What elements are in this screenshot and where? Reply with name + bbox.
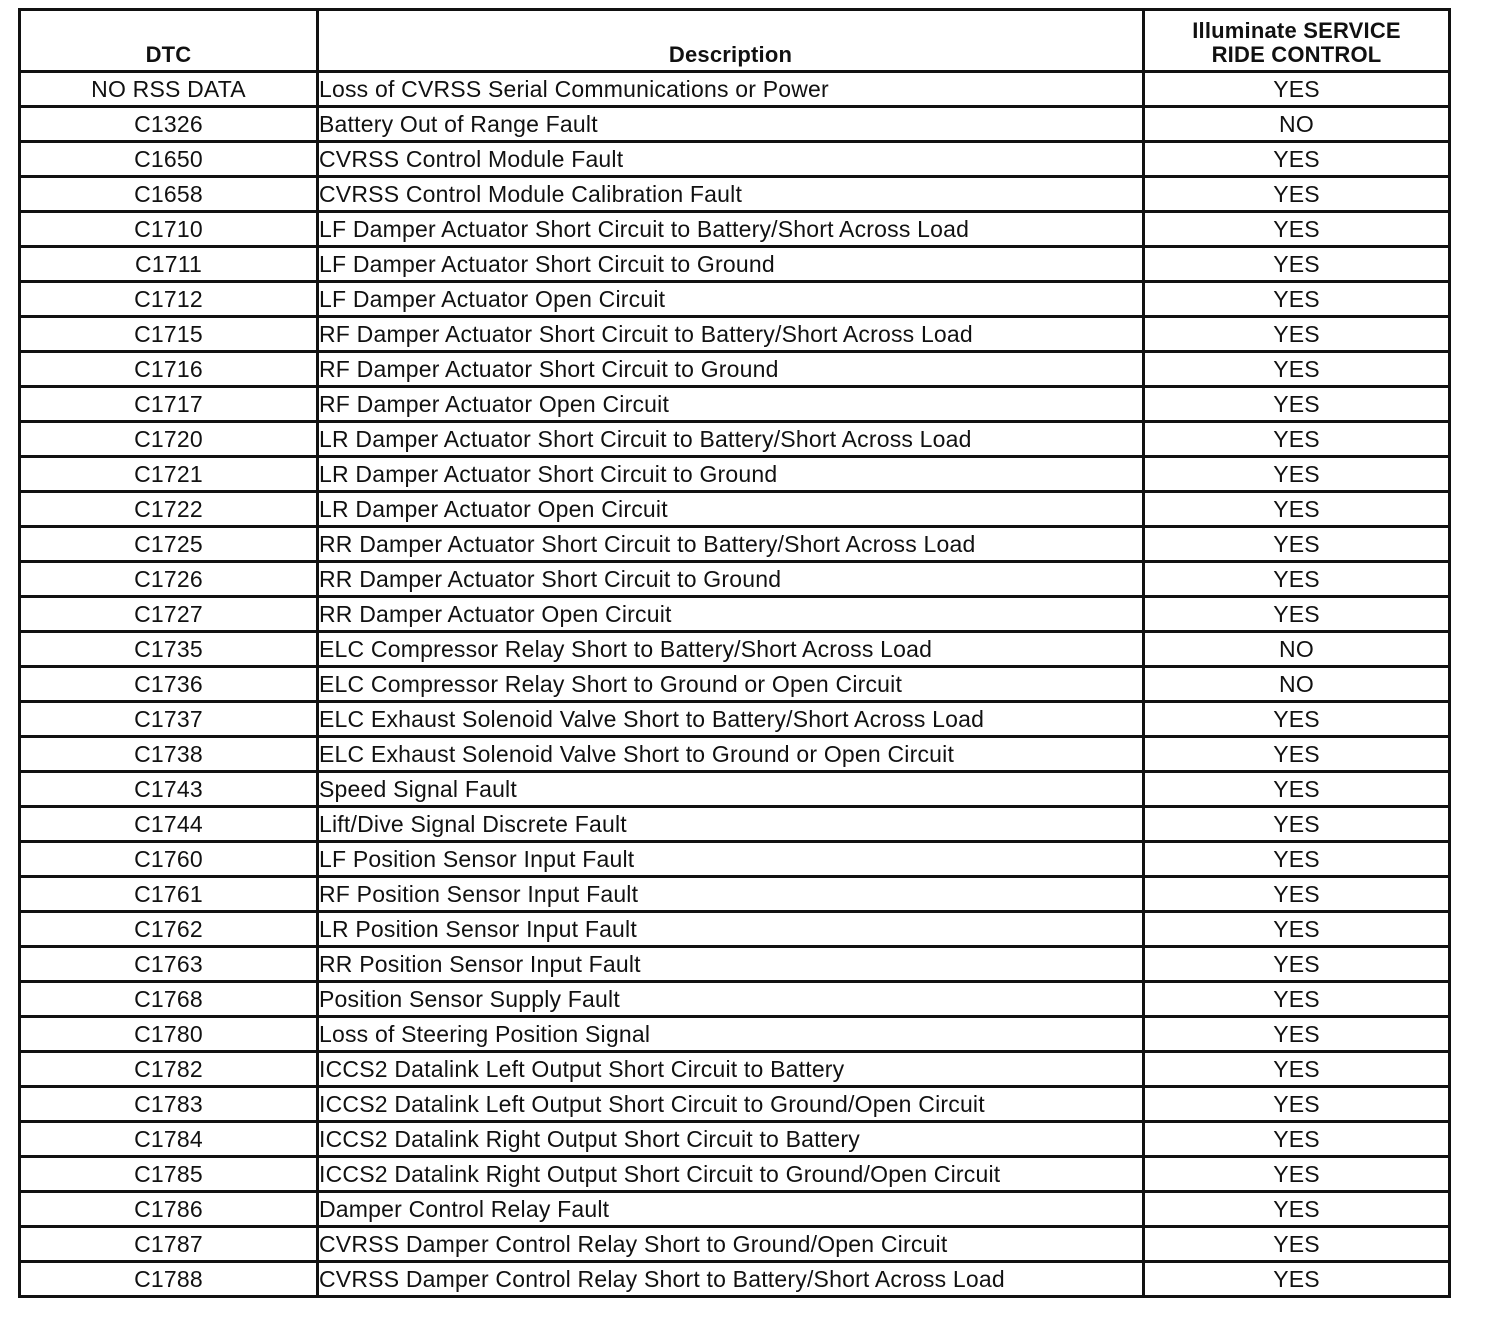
dtc-code-cell: C1716 [20, 352, 318, 387]
description-cell: Speed Signal Fault [318, 772, 1144, 807]
description-cell: LR Position Sensor Input Fault [318, 912, 1144, 947]
description-cell: ELC Exhaust Solenoid Valve Short to Ground or Open Circuit [318, 737, 1144, 772]
header-illuminate-line2: RIDE CONTROL [1211, 42, 1382, 67]
description-cell: LF Damper Actuator Short Circuit to Ground [318, 247, 1144, 282]
description-cell: LF Damper Actuator Short Circuit to Battery/Short Across Load [318, 212, 1144, 247]
description-cell: ICCS2 Datalink Left Output Short Circuit to Battery [318, 1052, 1144, 1087]
description-cell: LF Position Sensor Input Fault [318, 842, 1144, 877]
dtc-code-cell: C1768 [20, 982, 318, 1017]
table-row [20, 912, 1450, 947]
illuminate-cell: YES [1144, 247, 1450, 282]
table-row [20, 772, 1450, 807]
dtc-code-cell: C1326 [20, 107, 318, 142]
dtc-code-cell: C1720 [20, 422, 318, 457]
table-row [20, 1017, 1450, 1052]
table-row [20, 1087, 1450, 1122]
dtc-code-cell: C1780 [20, 1017, 318, 1052]
description-cell: Damper Control Relay Fault [318, 1192, 1144, 1227]
table-row [20, 1122, 1450, 1157]
illuminate-cell: YES [1144, 1157, 1450, 1192]
dtc-code-cell: C1727 [20, 597, 318, 632]
table-row [20, 387, 1450, 422]
table-row [20, 72, 1450, 107]
illuminate-cell: YES [1144, 352, 1450, 387]
table-row [20, 807, 1450, 842]
description-cell: RF Damper Actuator Short Circuit to Ground [318, 352, 1144, 387]
illuminate-cell: YES [1144, 772, 1450, 807]
illuminate-cell: NO [1144, 632, 1450, 667]
dtc-code-cell: C1650 [20, 142, 318, 177]
dtc-code-cell: C1783 [20, 1087, 318, 1122]
dtc-code-cell: C1760 [20, 842, 318, 877]
dtc-code-cell: C1722 [20, 492, 318, 527]
table-row [20, 1052, 1450, 1087]
dtc-code-cell: NO RSS DATA [20, 72, 318, 107]
illuminate-cell: YES [1144, 492, 1450, 527]
description-cell: LR Damper Actuator Short Circuit to Ground [318, 457, 1144, 492]
table-row [20, 457, 1450, 492]
header-description: Description [318, 10, 1144, 72]
description-cell: RR Damper Actuator Short Circuit to Ground [318, 562, 1144, 597]
description-cell: ICCS2 Datalink Left Output Short Circuit to Ground/Open Circuit [318, 1087, 1144, 1122]
description-cell: ELC Compressor Relay Short to Battery/Short Across Load [318, 632, 1144, 667]
table-row [20, 212, 1450, 247]
dtc-code-cell: C1787 [20, 1227, 318, 1262]
description-cell: CVRSS Control Module Fault [318, 142, 1144, 177]
illuminate-cell: YES [1144, 387, 1450, 422]
illuminate-cell: YES [1144, 982, 1450, 1017]
dtc-table-container [18, 8, 1448, 1298]
dtc-code-cell: C1717 [20, 387, 318, 422]
dtc-code-cell: C1782 [20, 1052, 318, 1087]
description-cell: CVRSS Damper Control Relay Short to Ground/Open Circuit [318, 1227, 1144, 1262]
table-row [20, 702, 1450, 737]
dtc-code-cell: C1711 [20, 247, 318, 282]
description-cell: CVRSS Damper Control Relay Short to Battery/Short Across Load [318, 1262, 1144, 1297]
table-row [20, 492, 1450, 527]
description-cell: Loss of CVRSS Serial Communications or Power [318, 72, 1144, 107]
description-cell: RR Damper Actuator Short Circuit to Battery/Short Across Load [318, 527, 1144, 562]
illuminate-cell: YES [1144, 142, 1450, 177]
dtc-code-cell: C1744 [20, 807, 318, 842]
table-row [20, 982, 1450, 1017]
dtc-code-cell: C1715 [20, 317, 318, 352]
table-header-row [20, 10, 1450, 72]
header-illuminate [1144, 10, 1450, 72]
description-cell: RF Damper Actuator Open Circuit [318, 387, 1144, 422]
illuminate-cell: YES [1144, 212, 1450, 247]
illuminate-cell: YES [1144, 1192, 1450, 1227]
description-cell: ICCS2 Datalink Right Output Short Circuit to Ground/Open Circuit [318, 1157, 1144, 1192]
description-cell: LR Damper Actuator Open Circuit [318, 492, 1144, 527]
illuminate-cell: YES [1144, 1052, 1450, 1087]
dtc-code-cell: C1725 [20, 527, 318, 562]
illuminate-cell: YES [1144, 562, 1450, 597]
description-cell: Battery Out of Range Fault [318, 107, 1144, 142]
description-cell: RF Position Sensor Input Fault [318, 877, 1144, 912]
dtc-code-cell: C1762 [20, 912, 318, 947]
dtc-code-cell: C1721 [20, 457, 318, 492]
dtc-code-cell: C1735 [20, 632, 318, 667]
dtc-code-cell: C1763 [20, 947, 318, 982]
illuminate-cell: YES [1144, 282, 1450, 317]
illuminate-cell: NO [1144, 667, 1450, 702]
illuminate-cell: YES [1144, 842, 1450, 877]
illuminate-cell: YES [1144, 422, 1450, 457]
illuminate-cell: YES [1144, 72, 1450, 107]
table-row [20, 352, 1450, 387]
header-dtc: DTC [20, 10, 318, 72]
description-cell: Position Sensor Supply Fault [318, 982, 1144, 1017]
dtc-code-cell: C1712 [20, 282, 318, 317]
dtc-code-cell: C1726 [20, 562, 318, 597]
dtc-code-cell: C1736 [20, 667, 318, 702]
description-cell: Loss of Steering Position Signal [318, 1017, 1144, 1052]
illuminate-cell: YES [1144, 597, 1450, 632]
table-row [20, 877, 1450, 912]
dtc-code-cell: C1743 [20, 772, 318, 807]
illuminate-cell: YES [1144, 317, 1450, 352]
dtc-code-cell: C1737 [20, 702, 318, 737]
illuminate-cell: YES [1144, 947, 1450, 982]
illuminate-cell: YES [1144, 457, 1450, 492]
dtc-table [18, 8, 1451, 1298]
illuminate-cell: YES [1144, 877, 1450, 912]
table-row [20, 737, 1450, 772]
dtc-code-cell: C1788 [20, 1262, 318, 1297]
table-row [20, 1157, 1450, 1192]
illuminate-cell: YES [1144, 737, 1450, 772]
illuminate-cell: YES [1144, 1087, 1450, 1122]
description-cell: RF Damper Actuator Short Circuit to Battery/Short Across Load [318, 317, 1144, 352]
table-row [20, 1262, 1450, 1297]
table-row [20, 282, 1450, 317]
table-row [20, 142, 1450, 177]
description-cell: RR Damper Actuator Open Circuit [318, 597, 1144, 632]
table-row [20, 177, 1450, 212]
illuminate-cell: YES [1144, 912, 1450, 947]
table-row [20, 107, 1450, 142]
table-row [20, 597, 1450, 632]
description-cell: Lift/Dive Signal Discrete Fault [318, 807, 1144, 842]
header-illuminate-line1: Illuminate SERVICE [1192, 18, 1401, 43]
illuminate-cell: YES [1144, 1017, 1450, 1052]
table-row [20, 562, 1450, 597]
dtc-code-cell: C1785 [20, 1157, 318, 1192]
illuminate-cell: YES [1144, 1122, 1450, 1157]
illuminate-cell: YES [1144, 807, 1450, 842]
description-cell: CVRSS Control Module Calibration Fault [318, 177, 1144, 212]
table-row [20, 422, 1450, 457]
description-cell: ICCS2 Datalink Right Output Short Circuit to Battery [318, 1122, 1144, 1157]
illuminate-cell: YES [1144, 177, 1450, 212]
dtc-code-cell: C1658 [20, 177, 318, 212]
dtc-code-cell: C1710 [20, 212, 318, 247]
table-row [20, 947, 1450, 982]
table-row [20, 1227, 1450, 1262]
illuminate-cell: NO [1144, 107, 1450, 142]
table-row [20, 632, 1450, 667]
table-row [20, 1192, 1450, 1227]
dtc-code-cell: C1784 [20, 1122, 318, 1157]
description-cell: LR Damper Actuator Short Circuit to Battery/Short Across Load [318, 422, 1144, 457]
illuminate-cell: YES [1144, 1262, 1450, 1297]
illuminate-cell: YES [1144, 527, 1450, 562]
illuminate-cell: YES [1144, 702, 1450, 737]
table-row [20, 842, 1450, 877]
illuminate-cell: YES [1144, 1227, 1450, 1262]
dtc-code-cell: C1786 [20, 1192, 318, 1227]
table-row [20, 527, 1450, 562]
table-row [20, 667, 1450, 702]
table-row [20, 317, 1450, 352]
description-cell: ELC Compressor Relay Short to Ground or Open Circuit [318, 667, 1144, 702]
description-cell: RR Position Sensor Input Fault [318, 947, 1144, 982]
dtc-code-cell: C1761 [20, 877, 318, 912]
description-cell: ELC Exhaust Solenoid Valve Short to Battery/Short Across Load [318, 702, 1144, 737]
table-row [20, 247, 1450, 282]
dtc-code-cell: C1738 [20, 737, 318, 772]
description-cell: LF Damper Actuator Open Circuit [318, 282, 1144, 317]
table-body [20, 72, 1450, 1297]
